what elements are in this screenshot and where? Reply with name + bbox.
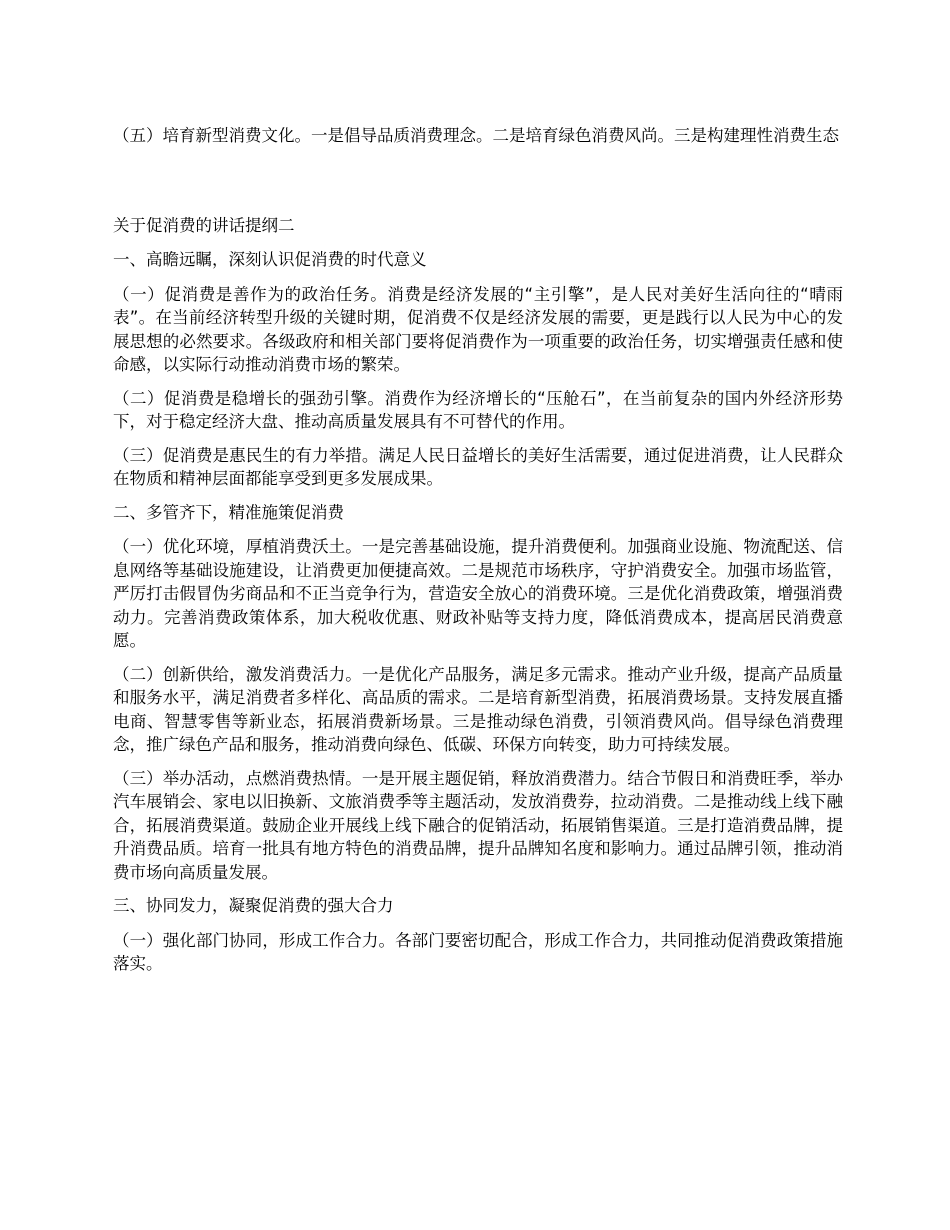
document-title: 关于促消费的讲话提纲二: [113, 215, 295, 235]
section-heading-1: 一、高瞻远瞩，深刻认识促消费的时代意义: [113, 250, 427, 269]
paragraph: （三）举办活动，点燃消费热情。一是开展主题促销，释放消费潜力。结合节假日和消费旺季，举办汽车展销会、家电以旧换新、文旅消费季等主题活动，发放消费券，拉动消费。二是推动线上线下融合，拓展消费渠道。鼓励企业开展线上线下融合的促销活动，拓展销售渠道。三是打造消费品牌，提升消费品质。培育一批具有地方特色的消费品牌，提升品牌知名度和影响力。通过品牌引领，推动消费市场向高质量发展。: [113, 768, 843, 882]
paragraph: （一）强化部门协同，形成工作合力。各部门要密切配合，形成工作合力，共同推动促消费政策措施落实。: [113, 930, 843, 973]
section-spacer: [113, 148, 843, 214]
section-heading-3: 三、协同发力，凝聚促消费的强大合力: [113, 896, 394, 915]
paragraph: （二）促消费是稳增长的强劲引擎。消费作为经济增长的“压舱石”，在当前复杂的国内外经济形势下，对于稳定经济大盘、推动高质量发展具有不可替代的作用。: [113, 388, 843, 431]
intro-paragraph: （五）培育新型消费文化。一是倡导品质消费理念。二是培育绿色消费风尚。三是构建理性消费生态: [113, 126, 839, 145]
paragraph: （一）促消费是善作为的政治任务。消费是经济发展的“主引擎”，是人民对美好生活向往的“晴雨表”。在当前经济转型升级的关键时期，促消费不仅是经济发展的需要，更是践行以人民为中心的发展思想的必然要求。各级政府和相关部门要将促消费作为一项重要的政治任务，切实增强责任感和使命感，以实际行动推动消费市场的繁荣。: [113, 284, 843, 374]
paragraph: （二）创新供给，激发消费活力。一是优化产品服务，满足多元需求。推动产业升级，提高产品质量和服务水平，满足消费者多样化、高品质的需求。二是培育新型消费，拓展消费场景。支持发展直播电商、智慧零售等新业态，拓展消费新场景。三是推动绿色消费，引领消费风尚。倡导绿色消费理念，推广绿色产品和服务，推动消费向绿色、低碳、环保方向转变，助力可持续发展。: [113, 664, 843, 754]
section-heading-2: 二、多管齐下，精准施策促消费: [113, 502, 344, 522]
document-page: [113, 124, 843, 986]
paragraph: （一）优化环境，厚植消费沃土。一是完善基础设施，提升消费便利。加强商业设施、物流配送、信息网络等基础设施建设，让消费更加便捷高效。二是规范市场秩序，守护消费安全。加强市场监管，严厉打击假冒伪劣商品和不正当竞争行为，营造安全放心的消费环境。三是优化消费政策，增强消费动力。完善消费政策体系，加大税收优惠、财政补贴等支持力度，降低消费成本，提高居民消费意愿。: [113, 537, 843, 650]
paragraph: （三）促消费是惠民生的有力举措。满足人民日益增长的美好生活需要，通过促进消费，让人民群众在物质和精神层面都能享受到更多发展成果。: [113, 445, 843, 488]
